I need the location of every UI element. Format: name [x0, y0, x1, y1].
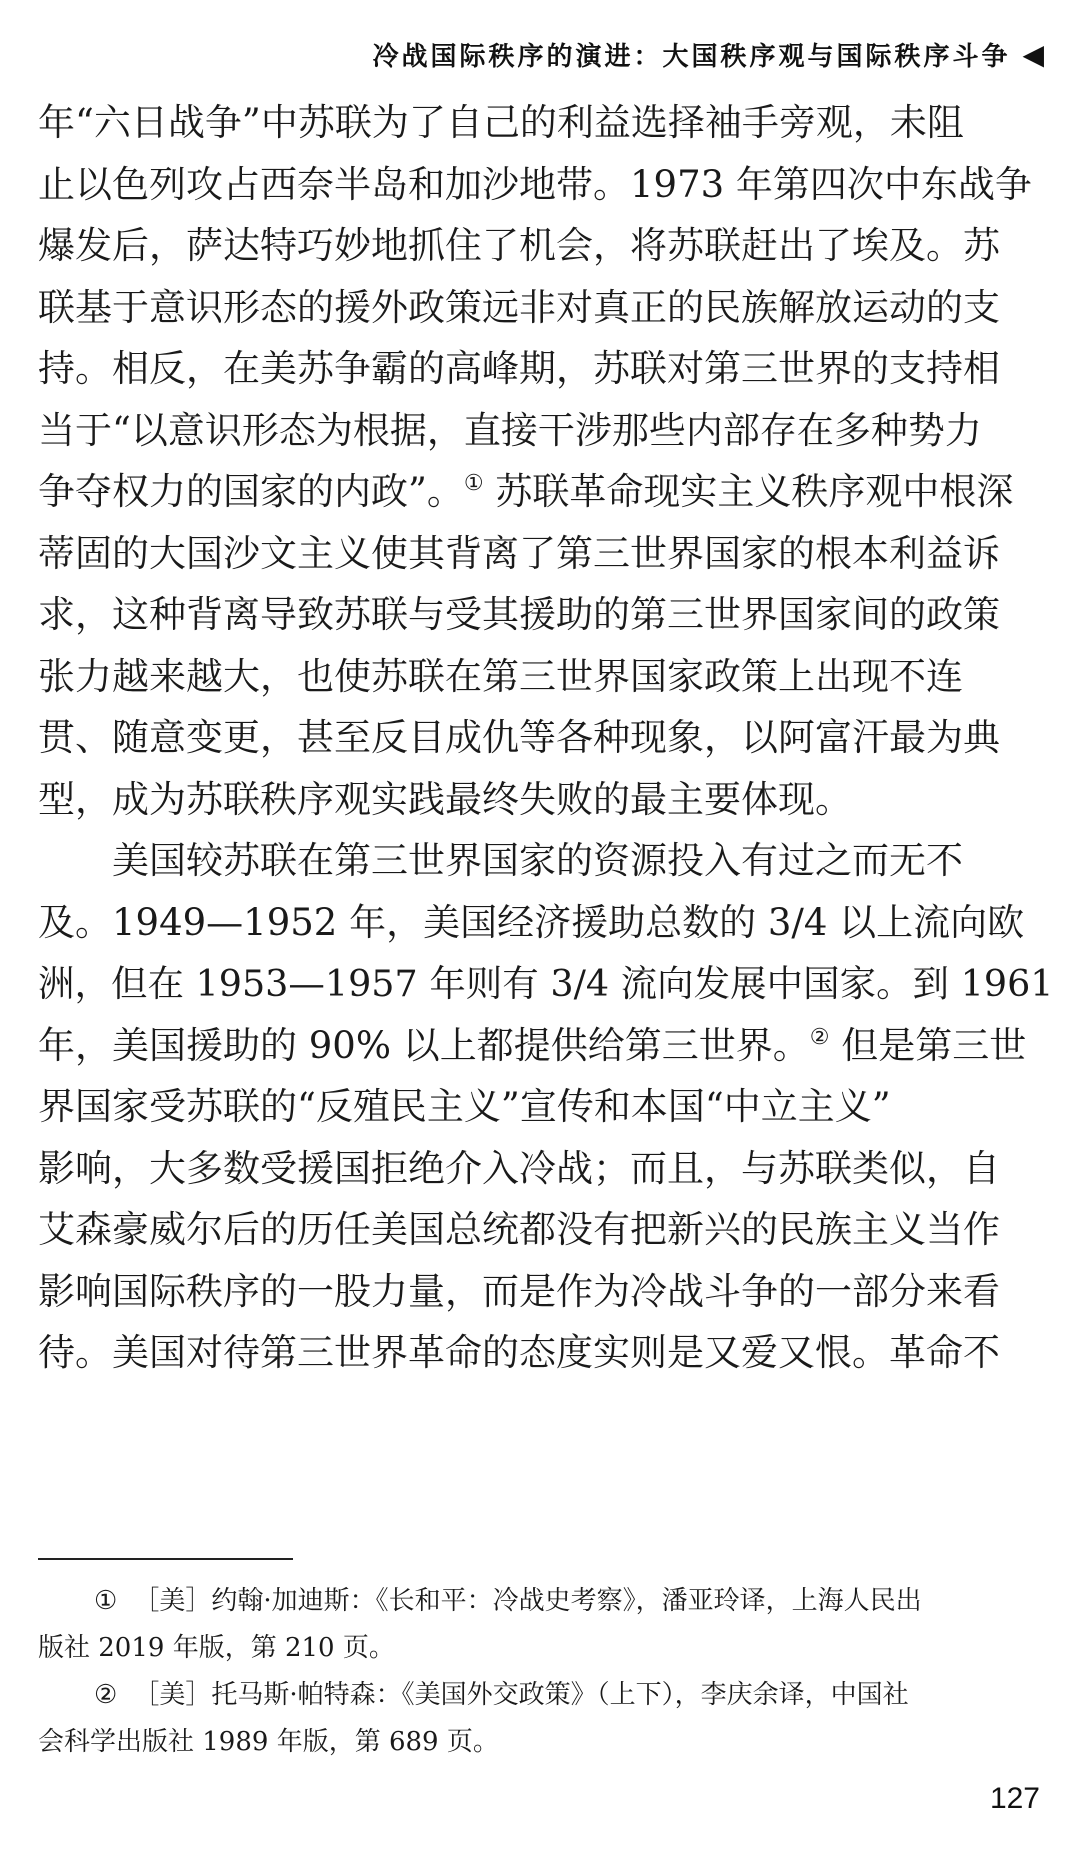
- paragraph-start-line: 美国较苏联在第三世界国家的资源投入有过之而无不: [112, 839, 963, 882]
- body-line: 爆发后，萨达特巧妙地抓住了机会，将苏联赶出了埃及。苏: [38, 224, 1000, 267]
- body-line: 及。1949—1952 年，美国经济援助总数的 3/4 以上流向欧: [38, 900, 1025, 944]
- body-line: 界国家受苏联的“反殖民主义”宣传和本国“中立主义”: [38, 1085, 891, 1128]
- footnotes: [38, 1578, 1054, 1766]
- body-line: 待。美国对待第三世界革命的态度实则是又爱又恨。革命不: [38, 1331, 1000, 1374]
- body-line: 影响，大多数受援国拒绝介入冷战；而且，与苏联类似，自: [38, 1146, 1000, 1190]
- body-line: 洲，但在 1953—1957 年则有 3/4 流向发展中国家。到 1961: [38, 962, 1054, 1005]
- body-line-text: 但是第三世: [829, 1023, 1027, 1067]
- footnote-text: 会科学出版社 1989 年版，第 689 页。: [38, 1727, 499, 1757]
- footnote-text: ［美］约翰·加迪斯：《长和平：冷战史考察》，潘亚玲译，上海人民出: [133, 1586, 922, 1616]
- running-header: [372, 36, 1044, 73]
- body-line: 当于“以意识形态为根据，直接干涉那些内部存在多种势力: [38, 408, 982, 452]
- body-line-with-footnote-1: [38, 461, 1054, 523]
- body-line: 影响国际秩序的一股力量，而是作为冷战斗争的一部分来看: [38, 1269, 1000, 1313]
- body-line: 止以色列攻占西奈半岛和加沙地带。1973 年第四次中东战争: [38, 162, 1032, 206]
- left-triangle-icon: ◀: [1022, 38, 1044, 71]
- body-line: 艾森豪威尔后的历任美国总统都没有把新兴的民族主义当作: [38, 1208, 1000, 1251]
- footnote-number: ②: [94, 1680, 118, 1710]
- body-line: 持。相反，在美苏争霸的高峰期，苏联对第三世界的支持相: [38, 347, 1000, 390]
- body-line: 求，这种背离导致苏联与受其援助的第三世界国家间的政策: [38, 593, 1000, 636]
- footnote-2: [38, 1672, 1054, 1766]
- footnote-reference-2[interactable]: ②: [809, 1024, 830, 1050]
- body-line-text: 苏联革命现实主义秩序观中根深: [483, 470, 1014, 513]
- body-line: 联基于意识形态的援外政策远非对真正的民族解放运动的支: [38, 285, 1000, 329]
- body-line: 蒂固的大国沙文主义使其背离了第三世界国家的根本利益诉: [38, 531, 1000, 575]
- footnote-divider: [38, 1558, 293, 1560]
- body-line-text: 年，美国援助的 90% 以上都提供给第三世界。: [38, 1023, 810, 1067]
- body-line: 张力越来越大，也使苏联在第三世界国家政策上出现不连: [38, 654, 963, 698]
- body-line: 贯、随意变更，甚至反目成仇等各种现象，以阿富汗最为典: [38, 716, 1000, 759]
- body-line-with-footnote-2: [38, 1015, 1054, 1077]
- footnote-text: ［美］托马斯·帕特森：《美国外交政策》（上下），李庆余译，中国社: [133, 1680, 909, 1710]
- page-number: 127: [989, 1782, 1040, 1815]
- footnote-text: 版社 2019 年版，第 210 页。: [38, 1633, 395, 1663]
- body-text: [38, 92, 1054, 1384]
- body-line-text: 争夺权力的国家的内政”。: [38, 470, 464, 513]
- body-line: 年“六日战争”中苏联为了自己的利益选择袖手旁观，未阻: [38, 101, 964, 144]
- footnote-number: ①: [94, 1586, 118, 1616]
- body-line: 型，成为苏联秩序观实践最终失败的最主要体现。: [38, 777, 852, 821]
- footnote-1: [38, 1578, 1054, 1672]
- footnote-reference-1[interactable]: ①: [463, 471, 484, 496]
- running-title: 冷战国际秩序的演进：大国秩序观与国际秩序斗争: [372, 42, 1011, 72]
